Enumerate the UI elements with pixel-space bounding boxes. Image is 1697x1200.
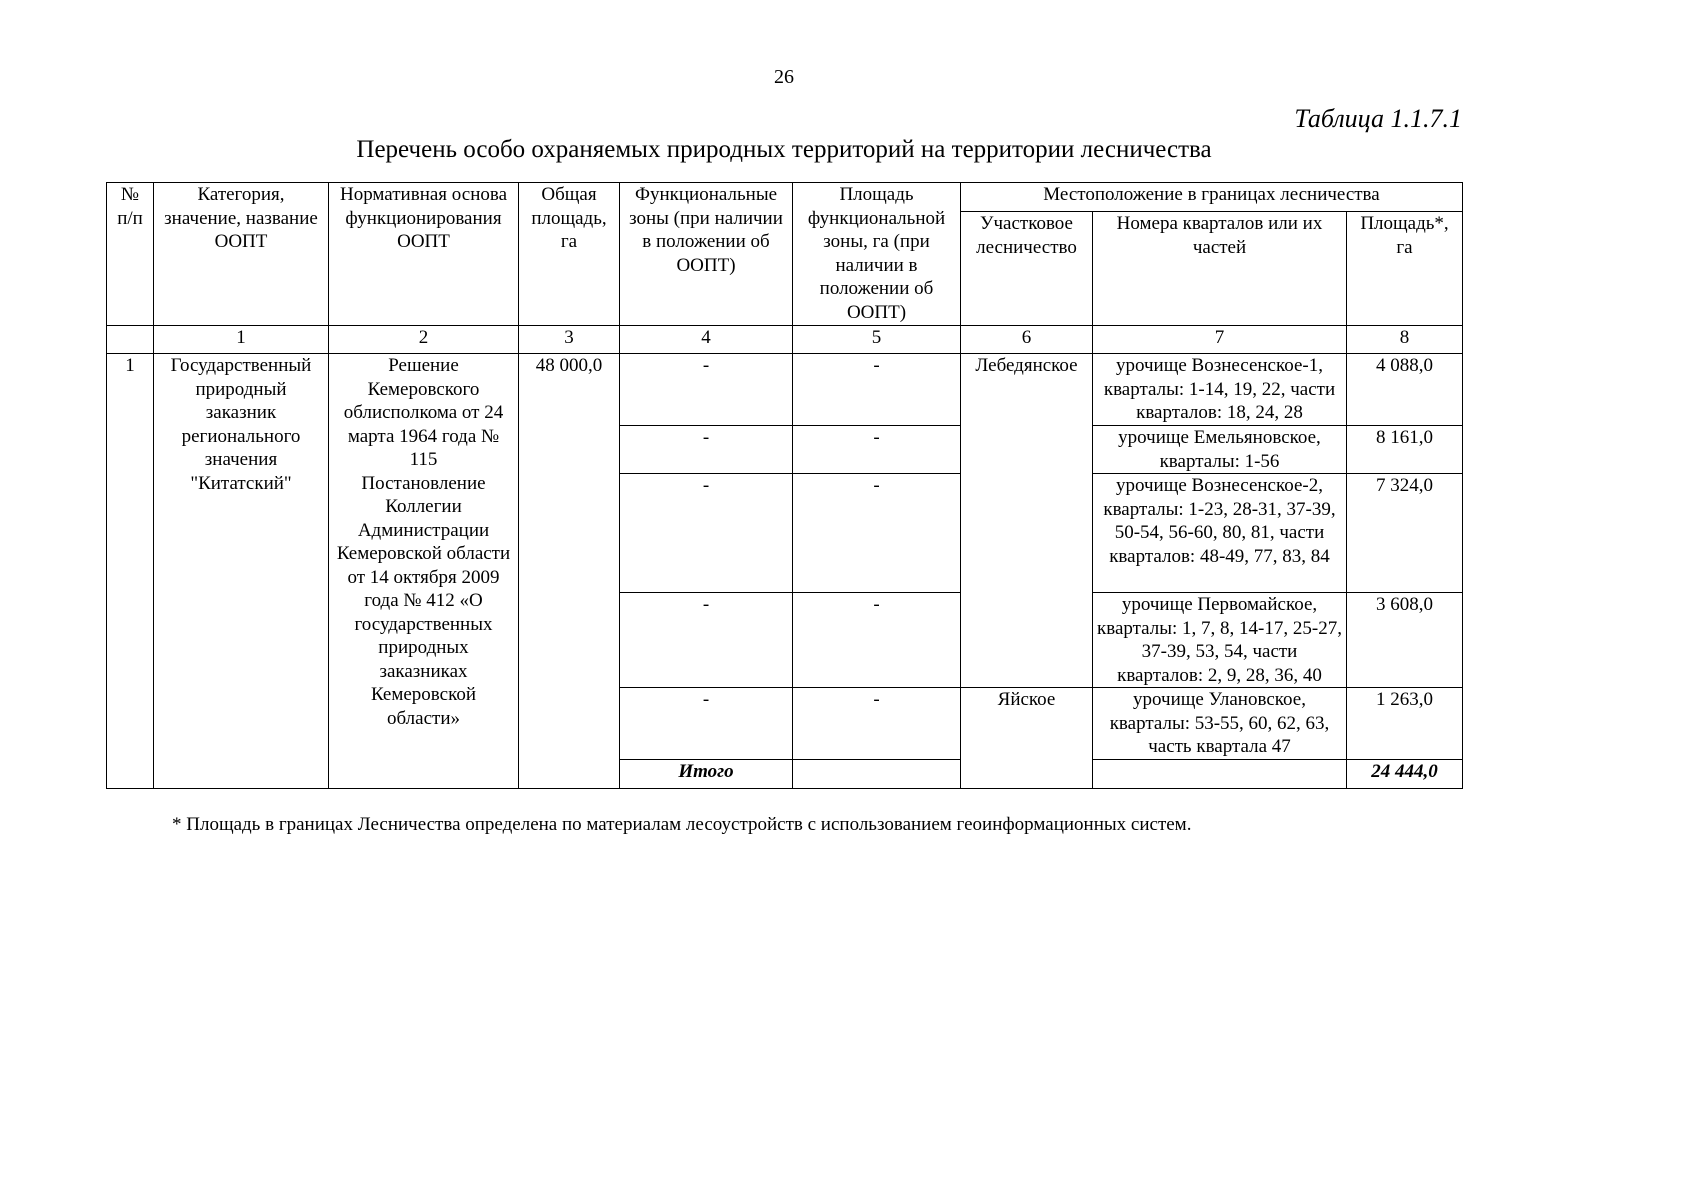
- column-number: 2: [329, 326, 519, 354]
- header-district: Участковое лесничество: [961, 212, 1093, 326]
- table-row: [107, 354, 1463, 426]
- footnote: * Площадь в границах Лесничества определена по материалам лесоустройств с использованием геоинформационных систем.: [172, 814, 1192, 835]
- header-num: № п/п: [107, 183, 154, 326]
- quarters-cell: урочище Вознесенское-2, кварталы: 1-23, 28-31, 37-39, 50-54, 56-60, 80, 81, части кварталов: 48-49, 77, 83, 84: [1093, 474, 1347, 593]
- total-label: Итого: [620, 760, 793, 789]
- zone-area-cell: -: [793, 688, 961, 760]
- column-number-row: [107, 326, 1463, 354]
- zone-cell: -: [620, 688, 793, 760]
- district-cell: Яйское: [961, 688, 1093, 789]
- zone-area-cell: -: [793, 354, 961, 426]
- quarters-cell: урочище Улановское, кварталы: 53-55, 60, 62, 63, часть квартала 47: [1093, 688, 1347, 760]
- quarters-cell: урочище Первомайское, кварталы: 1, 7, 8, 14-17, 25-27, 37-39, 53, 54, части кварталов: 2, 9, 28, 36, 40: [1093, 593, 1347, 688]
- column-number: 8: [1347, 326, 1463, 354]
- area-cell: 1 263,0: [1347, 688, 1463, 760]
- table-label: Таблица 1.1.7.1: [1294, 104, 1462, 133]
- area-cell: 4 088,0: [1347, 354, 1463, 426]
- record-category: Государственный природный заказник регионального значения "Китатский": [154, 354, 329, 789]
- record-basis-decision: Решение Кемеровского облисполкома от 24 марта 1964 года № 115: [343, 355, 504, 470]
- header-func-area: Площадь функциональной зоны, га (при наличии в положении об ООПТ): [793, 183, 961, 326]
- oopt-table: [106, 182, 1463, 789]
- column-number: 5: [793, 326, 961, 354]
- record-basis-resolution: Постановление Коллегии Администрации Кемеровской области от 14 октября 2009 года № 412 «О государственных природных заказниках Кемеровской области»: [336, 472, 511, 729]
- quarters-cell: урочище Вознесенское-1, кварталы: 1-14, 19, 22, части кварталов: 18, 24, 28: [1093, 354, 1347, 426]
- header-location: Местоположение в границах лесничества: [961, 183, 1463, 212]
- zone-area-cell: -: [793, 593, 961, 688]
- area-cell: 8 161,0: [1347, 426, 1463, 474]
- zone-cell: -: [620, 474, 793, 593]
- district-cell: Лебедянское: [961, 354, 1093, 688]
- header-category: Категория, значение, название ООПТ: [154, 183, 329, 326]
- total-empty: [1093, 760, 1347, 789]
- record-total-area: 48 000,0: [519, 354, 620, 789]
- header-basis: Нормативная основа функционирования ООПТ: [329, 183, 519, 326]
- total-empty: [793, 760, 961, 789]
- column-number: 4: [620, 326, 793, 354]
- column-number: 7: [1093, 326, 1347, 354]
- table-title: Перечень особо охраняемых природных территорий на территории лесничества: [356, 136, 1212, 163]
- area-cell: 3 608,0: [1347, 593, 1463, 688]
- record-num: 1: [107, 354, 154, 789]
- header-area: Площадь*, га: [1347, 212, 1463, 326]
- total-area: 24 444,0: [1347, 760, 1463, 789]
- record-basis: [329, 354, 519, 789]
- header-total-area: Общая площадь, га: [519, 183, 620, 326]
- header-func-zones: Функциональные зоны (при наличии в положении об ООПТ): [620, 183, 793, 326]
- column-number: 6: [961, 326, 1093, 354]
- area-cell: 7 324,0: [1347, 474, 1463, 593]
- zone-area-cell: -: [793, 474, 961, 593]
- zone-cell: -: [620, 426, 793, 474]
- column-number: 1: [154, 326, 329, 354]
- zone-cell: -: [620, 354, 793, 426]
- zone-area-cell: -: [793, 426, 961, 474]
- page-number: 26: [774, 66, 794, 88]
- header-quarters: Номера кварталов или их частей: [1093, 212, 1347, 326]
- header-row-1: [107, 183, 1463, 212]
- column-number-empty: [107, 326, 154, 354]
- zone-cell: -: [620, 593, 793, 688]
- column-number: 3: [519, 326, 620, 354]
- quarters-cell: урочище Емельяновское, кварталы: 1-56: [1093, 426, 1347, 474]
